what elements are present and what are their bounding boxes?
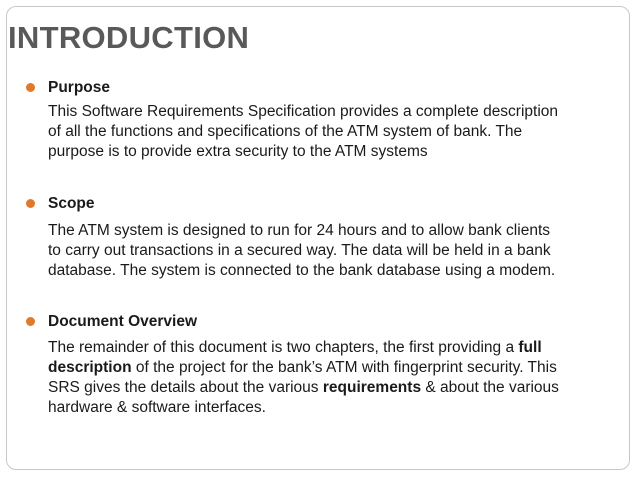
section-overview-heading-row [0, 312, 638, 332]
emphasis-text: description [48, 359, 132, 376]
section-heading-purpose: Purpose [48, 79, 111, 96]
bullet-icon [26, 83, 35, 92]
paragraph-line: This Software Requirements Specification provides a complete description [48, 103, 559, 120]
paragraph-line [48, 378, 618, 398]
bullet-icon [26, 199, 35, 208]
paragraph-line [48, 358, 618, 378]
bullet-icon [26, 317, 35, 326]
paragraph-line: purpose is to provide extra security to the ATM systems [48, 143, 428, 160]
paragraph-line: hardware & software interfaces. [48, 399, 266, 416]
slide-title: INTRODUCTION [8, 20, 250, 55]
section-overview-body [48, 338, 618, 418]
paragraph-text: The remainder of this document is two chapters, the first providing a [48, 339, 519, 356]
paragraph-line: to carry out transactions in a secured way. The data will be held in a bank [48, 242, 551, 259]
section-heading-document-overview: Document Overview [48, 313, 198, 330]
section-purpose-body [48, 102, 618, 162]
paragraph-text: SRS gives the details about the various [48, 379, 323, 396]
paragraph-line [48, 338, 618, 358]
section-scope-body [48, 221, 618, 281]
section-heading-scope: Scope [48, 195, 95, 212]
section-scope-heading-row [0, 194, 638, 214]
paragraph-line: database. The system is connected to the bank database using a modem. [48, 262, 556, 279]
section-purpose-heading-row [0, 78, 638, 98]
paragraph-line: of all the functions and specifications of the ATM system of bank. The [48, 123, 523, 140]
paragraph-text: of the project for the bank’s ATM with fingerprint security. This [131, 359, 557, 376]
emphasis-text: requirements [322, 379, 422, 396]
paragraph-line: The ATM system is designed to run for 24 hours and to allow bank clients [48, 222, 550, 239]
paragraph-text: & about the various [421, 379, 559, 396]
emphasis-text: full [518, 339, 542, 356]
